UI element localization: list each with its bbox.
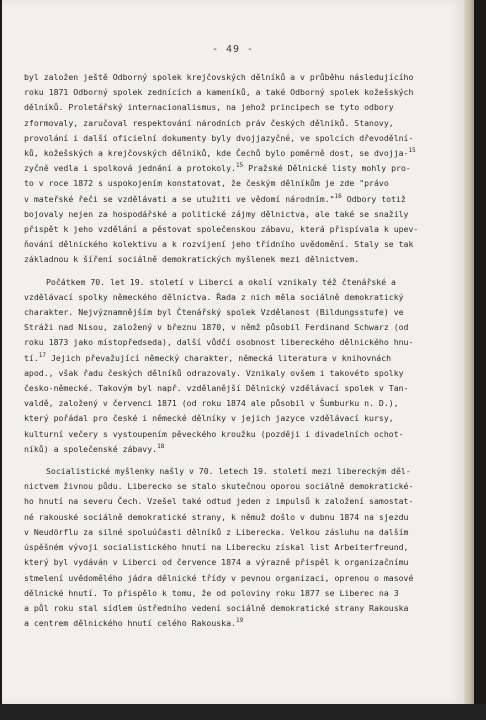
- footnote-marker: 18: [157, 442, 165, 450]
- text-line: [24, 290, 436, 305]
- text-line: [24, 616, 436, 631]
- line-text: kulturní večery s vystoupením pěveckého kroužku (později i divadelních ochot-: [24, 428, 404, 439]
- text-line: [24, 116, 436, 131]
- text-line: [24, 464, 436, 479]
- text-line: [24, 275, 436, 290]
- text-line: [24, 494, 436, 509]
- text-line: [24, 411, 436, 426]
- line-text: Socialistické myšlenky našly v 70. letech 19. století mezi libereckým děl-: [46, 466, 411, 477]
- text-line: [24, 571, 436, 586]
- text-line: [24, 100, 436, 115]
- background-bottom: [0, 704, 486, 720]
- text-line: [24, 85, 436, 100]
- text-line: [24, 396, 436, 411]
- text-line: [24, 381, 436, 396]
- line-text: který byl vydáván v Liberci od července 1874 a výrazně přispěl k organizačnímu: [24, 557, 409, 568]
- paragraph: [24, 275, 436, 457]
- line-text: dělnické hnutí. To přispělo k tomu, že od poloviny roku 1877 se Liberec na 3: [24, 587, 399, 598]
- line-text: a centrem dělnického hnutí celého Rakouska.: [24, 618, 236, 629]
- line-text: bojovaly nejen za hospodářské a politické zájmy dělnictva, ale také se snažily: [24, 208, 409, 219]
- text-line: [24, 510, 436, 525]
- line-text: základnou k šíření sociálně demokratických myšlenek mezi dělnictvem.: [24, 254, 360, 265]
- text-line: [24, 131, 436, 146]
- text-line: [24, 525, 436, 540]
- line-text: to v roce 1872 s uspokojením konstatovat, že českým dělníkům je zde "právo: [24, 178, 389, 189]
- background-edge: [474, 0, 486, 720]
- line-text: byl založen ještě Odborný spolek krejčovských dělníků a v průběhu následujícího: [24, 72, 414, 82]
- text-line: [24, 601, 436, 616]
- text-line: [24, 176, 436, 191]
- line-text: valdě, založený v červenci 1871 (od roku 1874 ale působil v Šumburku n. D.),: [24, 398, 399, 409]
- line-text: Stráži nad Nisou, založený v březnu 1870, v němž působil Ferdinand Schwarz (od: [24, 322, 409, 333]
- line-text: né rakouské sociálně demokratické strany, k němuž došlo v dubnu 1874 na sjezdu: [24, 511, 409, 522]
- text-line: [24, 586, 436, 601]
- line-text: apod., však řadu českých dělníků odrazovaly. Vznikaly ovšem i takovéto spolky: [24, 367, 404, 378]
- text-line: [24, 252, 436, 267]
- footnote-marker: 15: [408, 147, 416, 155]
- text-line: [24, 540, 436, 555]
- line-text-after: Jejich převažující německý charakter, německá literatura v knihovnách: [46, 352, 392, 363]
- footnote-marker: 16: [334, 192, 342, 200]
- paragraph: [24, 464, 436, 631]
- line-text: který pořádal pro české i německé dělníky v jejich jazyce vzdělávací kursy,: [24, 413, 394, 424]
- line-text: v Neudörflu za silné spoluúčasti dělníků z Liberecka. Velkou zásluhu na dalším: [24, 526, 409, 537]
- line-text: přispět k jeho vzdělání a pěstovat společenskou zábavu, která přispívala k upev-: [24, 224, 419, 235]
- page-number: - 49 -: [211, 44, 255, 55]
- line-text: provolání i další oficielní dokumenty byly dvojjazyčné, ve spolcích dřevodělní-: [24, 132, 414, 143]
- text-line: [24, 442, 436, 457]
- footnote-marker: 15: [235, 162, 244, 170]
- text-line: [24, 555, 436, 570]
- line-text: vzdělávací spolky německého dělnictva. Řada z nich měla sociálně demokratický: [24, 291, 404, 302]
- page-binding-edge: [464, 0, 474, 704]
- line-text: roku 1873 jako místopředseda), další vůdčí osobnost libereckého dělnického hnu-: [24, 337, 414, 348]
- text-line: [24, 479, 436, 494]
- text-line: [24, 351, 436, 366]
- line-text: nictvem živnou půdu. Liberecko se stalo skutečnou oporou sociálně demokratické-: [24, 481, 414, 492]
- text-line: [24, 161, 436, 176]
- line-text: ků, kožešských a krejčovských dělníků, kde Čechů bylo poměrně dost, se dvojja-: [24, 148, 409, 159]
- text-line: [24, 70, 436, 85]
- line-text: a půl roku stal sídlem ústředního vedení sociálně demokratické strany Rakouska: [24, 602, 409, 613]
- line-text: dělníků. Proletářský internacionalismus, na jehož principech se tyto odbory: [24, 102, 394, 113]
- document-page: [2, 0, 464, 704]
- line-text: stmelení uvědomělého jádra dělnické třídy v pevnou organizaci, oprenou o masové: [24, 572, 414, 583]
- line-text: níků) a společenské zábavy.: [24, 443, 158, 454]
- line-text-after: Pražské Dělnické listy mohly pro-: [243, 163, 411, 174]
- line-text: úspěšném vývoji socialistického hnutí na Liberecku získal list Arbeiterfreund,: [24, 542, 409, 553]
- line-text: v mateřské řeči se vzdělávati a se utužiti ve vědomí národním.": [24, 193, 335, 204]
- line-text: zyčně vedla i spolková jednání a protokoly.: [24, 163, 236, 174]
- line-text: ňování dělnického kolektivu a k rozvíjení jeho třídního uvědomění. Staly se tak: [24, 239, 414, 250]
- text-line: [24, 237, 436, 252]
- line-text: zformovaly, zaručoval respektování národních práv českých dělníků. Stanovy,: [24, 117, 394, 128]
- line-text: tí.: [24, 352, 39, 363]
- line-text: roku 1871 Odborný spolek zednících a kameníků, a také Odborný spolek kožešských: [24, 87, 414, 98]
- text-line: [24, 222, 436, 237]
- footnote-marker: 19: [235, 617, 244, 625]
- text-line: [24, 427, 436, 442]
- footnote-marker: 17: [38, 351, 47, 359]
- text-line: [24, 207, 436, 222]
- text-line: [24, 335, 436, 350]
- text-line: [24, 320, 436, 335]
- line-text: ho hnutí na severu Čech. Vzešel také odtud jeden z impulsů k založení samostat-: [24, 496, 414, 507]
- line-text-after: Odbory totiž: [341, 193, 406, 204]
- paragraph: [24, 70, 436, 268]
- body-text: [24, 70, 436, 631]
- text-line: [24, 305, 436, 320]
- text-line: [24, 146, 436, 161]
- line-text: Počátkem 70. let 19. století v Liberci a okolí vznikaly též čtenářské a: [46, 276, 396, 287]
- line-text: charakter. Nejvýznamnějším byl Čtenářský spolek Vzdělanost (Bildungsstufe) ve: [24, 307, 404, 318]
- text-line: [24, 192, 436, 207]
- line-text: česko-německé. Takovým byl např. vzdělanější Dělnický vzdělávací spolek v Tan-: [24, 383, 409, 394]
- text-line: [24, 366, 436, 381]
